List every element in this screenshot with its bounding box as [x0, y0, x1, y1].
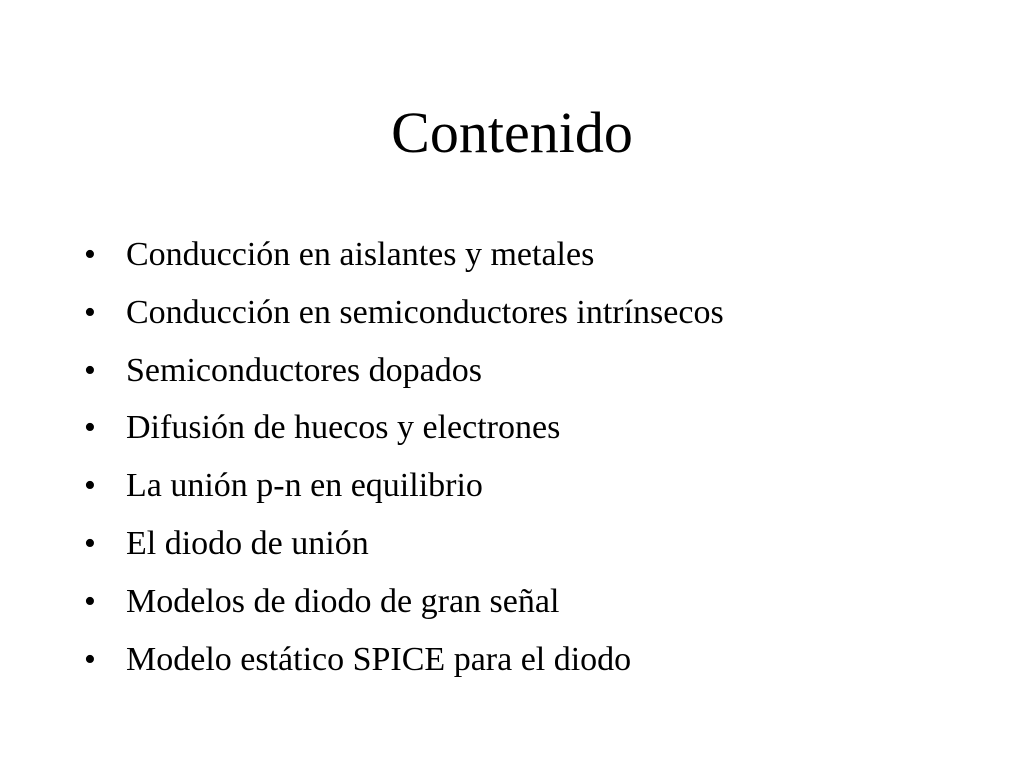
list-item-text: Difusión de huecos y electrones [126, 409, 561, 447]
list-item [84, 457, 724, 515]
list-item-text: Conducción en semiconductores intrínsecos [126, 293, 724, 331]
bullet-icon: • [84, 640, 96, 678]
bullet-list [84, 226, 724, 688]
list-item-text: Conducción en aislantes y metales [126, 236, 595, 273]
list-item [84, 342, 724, 400]
list-item-text: El diodo de unión [126, 524, 369, 562]
list-item-text: Semiconductores dopados [126, 351, 482, 389]
list-item [84, 631, 724, 689]
list-item [84, 515, 724, 573]
list-item-text: La unión p-n en equilibrio [126, 467, 483, 505]
bullet-icon: • [84, 582, 96, 620]
bullet-icon: • [84, 351, 96, 389]
list-item [84, 399, 724, 457]
slide-title: Contenido [391, 100, 633, 165]
bullet-icon: • [84, 236, 96, 273]
bullet-icon: • [84, 293, 96, 331]
list-item [84, 226, 724, 284]
bullet-icon: • [84, 409, 96, 447]
list-item [84, 284, 724, 342]
list-item [84, 573, 724, 631]
list-item-text: Modelos de diodo de gran señal [126, 582, 560, 620]
bullet-icon: • [84, 467, 96, 505]
bullet-icon: • [84, 524, 96, 562]
list-item-text: Modelo estático SPICE para el diodo [126, 640, 632, 678]
